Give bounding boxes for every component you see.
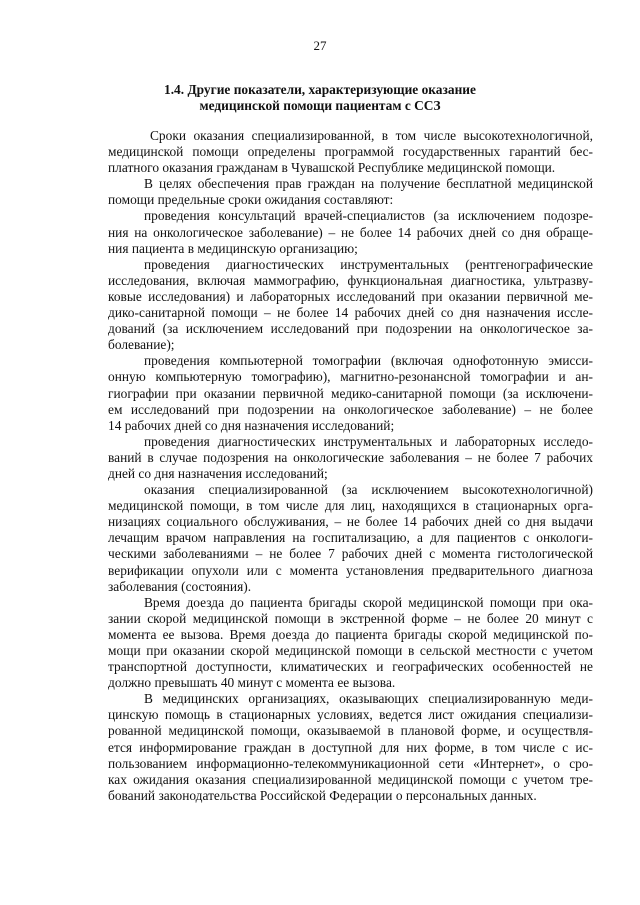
text-line: проведения диагностических инструментальных и лабораторных исследо- <box>144 433 593 449</box>
text-line: должно превышать 40 минут с момента ее вызова. <box>108 675 396 691</box>
page-number: 27 <box>313 38 327 53</box>
text-line: рованной медицинской помощи, оказываемой в плановой форме, и осуществля- <box>108 723 593 739</box>
text-line: транспортной доступности, климатических и географических особенностей не <box>108 659 593 675</box>
text-line: ния пациента в медицинскую организацию; <box>108 240 358 256</box>
section-heading <box>110 82 530 114</box>
text-line: 14 рабочих дней со дня назначения исследований; <box>108 417 395 433</box>
text-line: исследования, включая маммографию, функциональная диагностика, ультразву- <box>108 272 593 288</box>
text-line: дней со дня назначения исследований; <box>108 465 328 481</box>
text-line: бований законодательства Российской Федерации о персональных данных. <box>108 787 537 803</box>
text-line: медицинской помощи определены программой государственных гарантий бес- <box>108 144 593 160</box>
text-line: проведения консультаций врачей-специалистов (за исключением подозре- <box>144 208 593 224</box>
text-line: ется информирование граждан в доступной для них форме, в том числе с ис- <box>108 739 593 755</box>
text-line: В целях обеспечения прав граждан на получение бесплатной медицинской <box>144 176 593 192</box>
text-line: болевание); <box>108 337 175 353</box>
text-line: ческими заболеваниями – не более 7 рабочих дней с момента гистологической <box>108 546 593 562</box>
text-line: гиографии при оказании первичной медико-санитарной помощи (за исключени- <box>108 385 593 401</box>
text-line: ваний в случае подозрения на онкологические заболевания – не более 7 рабочих <box>108 449 593 465</box>
text-line: платного оказания гражданам в Чувашской Республике медицинской помощи. <box>108 160 556 176</box>
text-line: мощи при оказании скорой медицинской помощи в сельской местности с учетом <box>108 643 593 658</box>
text-line: ния на онкологическое заболевание) – не более 14 рабочих дней со дня обраще- <box>108 224 593 240</box>
text-line: низациях социального обслуживания, – не более 14 рабочих дней со дня выдачи <box>108 514 593 530</box>
text-line: медицинской помощи, в том числе для лиц, находящихся в стационарных орга- <box>108 498 593 514</box>
text-line: ковые исследования) и лабораторных исследований при оказании первичной ме- <box>108 288 593 304</box>
section-heading-line-2: медицинской помощи пациентам с ССЗ <box>199 98 441 113</box>
text-line: проведения диагностических инструментальных (рентгенографические <box>144 256 593 272</box>
text-line: момента ее вызова. Время доезда до пациента бригады скорой медицинской по- <box>108 626 593 642</box>
text-line: дико-санитарной помощи – не более 14 рабочих дней со дня назначения иссле- <box>108 305 593 321</box>
text-line: верификации опухоли или с момента установления предварительного диагноза <box>108 562 593 578</box>
text-line: дований (за исключением исследований при подозрении на онкологическое за- <box>108 321 593 337</box>
body-text <box>108 128 593 804</box>
text-line: цинскую помощь в стационарных условиях, ведется лист ожидания специализи- <box>108 707 593 723</box>
text-line: лечащим врачом направления на госпитализацию, а для пациентов с онкологи- <box>108 530 593 546</box>
text-line: заболевания (состояния). <box>108 578 252 594</box>
text-line: проведения компьютерной томографии (включая однофотонную эмисси- <box>144 353 593 369</box>
text-line: онную компьютерную томографию), магнитно-резонансной томографии и ан- <box>108 369 593 385</box>
text-line: пользованием информационно-телекоммуникационной сети «Интернет», о сро- <box>108 755 593 771</box>
text-line: Время доезда до пациента бригады скорой медицинской помощи при ока- <box>144 594 593 610</box>
text-line: ем исследований при подозрении на онкологическое заболевание) – не более <box>108 401 593 417</box>
text-line: зании скорой медицинской помощи в экстренной форме – не более 20 минут с <box>108 610 593 626</box>
text-line: оказания специализированной (за исключением высокотехнологичной) <box>144 482 593 498</box>
section-heading-line-1: 1.4. Другие показатели, характеризующие оказание <box>164 82 476 97</box>
text-line: Сроки оказания специализированной, в том числе высокотехнологичной, <box>150 128 593 143</box>
text-line: помощи предельные сроки ожидания составляют: <box>108 192 394 208</box>
text-line: В медицинских организациях, оказывающих специализированную меди- <box>144 691 593 707</box>
text-line: ках ожидания оказания специализированной медицинской помощи с учетом тре- <box>108 771 593 787</box>
